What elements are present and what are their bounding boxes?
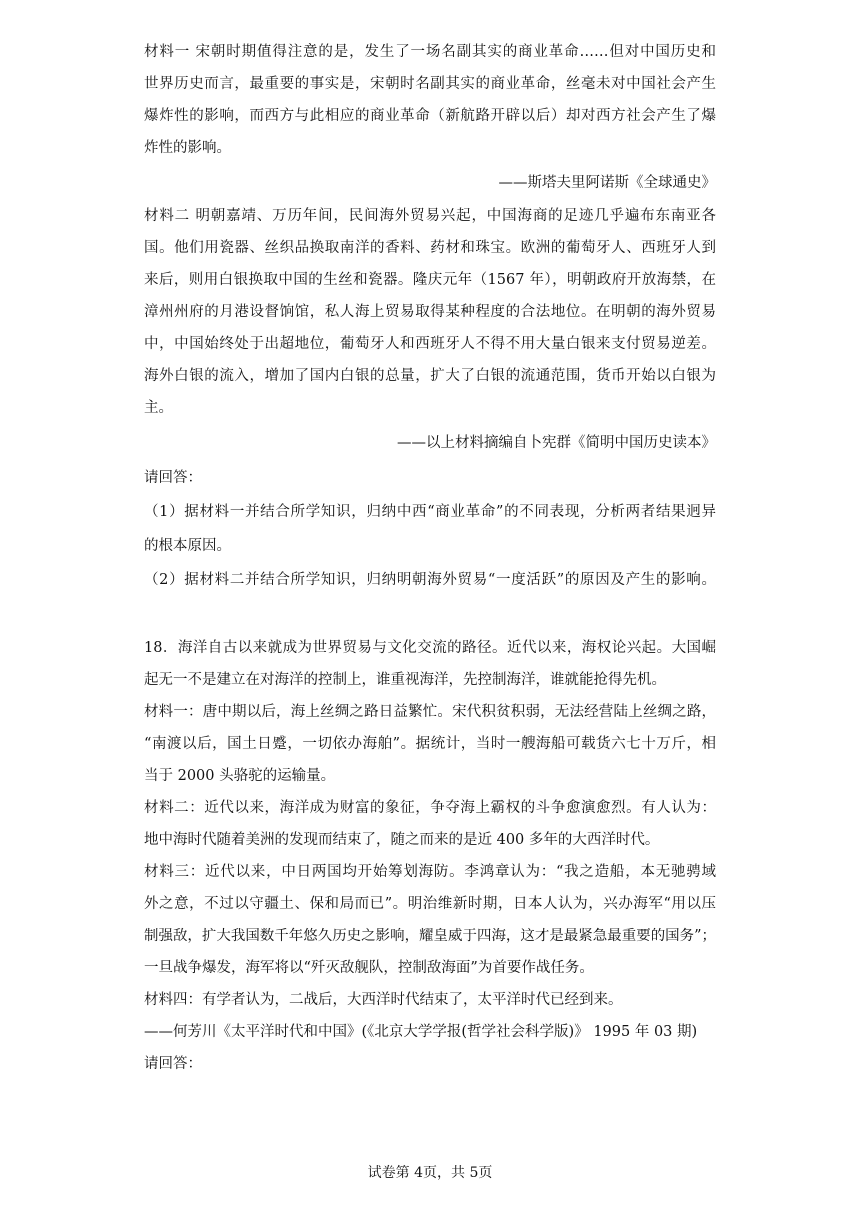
q18-material-2-line: 地中海时代随着美洲的发现而结束了，随之而来的是近 400 多年的大西洋时代。 (144, 832, 660, 848)
material-2-source: ——以上材料摘编自卜宪群《简明中国历史读本》 (397, 435, 716, 451)
q18-material-1-line: 当于 2000 头骆驼的运输量。 (144, 768, 336, 784)
material-2-line: 材料二 明朝嘉靖、万历年间，民间海外贸易兴起，中国海商的足迹几乎遍布东南亚各 (144, 208, 716, 224)
answer-prompt: 请回答： (144, 470, 202, 486)
q18-material-3-line: 制强敌，扩大我国数千年悠久历史之影响，耀皇威于四海，这才是最紧急最重要的国务”； (144, 928, 716, 944)
q18-material-3-line: 一旦战争爆发，海军将以“歼灭敌舰队，控制敌海面”为首要作战任务。 (144, 960, 594, 976)
material-1-line: 材料一 宋朝时期值得注意的是，发生了一场名副其实的商业革命……但对中国历史和 (144, 44, 716, 60)
material-1-line: 爆炸性的影响，而西方与此相应的商业革命（新航路开辟以后）却对西方社会产生了爆 (144, 108, 716, 124)
q18-material-3-line: 材料三：近代以来，中日两国均开始筹划海防。李鸿章认为：“我之造船，本无驰骋域 (144, 864, 716, 880)
q18-answer-prompt: 请回答： (144, 1056, 202, 1072)
material-1-line: 世界历史而言，最重要的事实是，宋朝时名副其实的商业革命，丝毫未对中国社会产生 (144, 76, 716, 92)
q18-intro-line: 起无一不是建立在对海洋的控制上，谁重视海洋，先控制海洋，谁就能抢得先机。 (144, 672, 666, 688)
q18-material-3-line: 外之意，不过以守疆土、保和局而已”。明治维新时期，日本人认为，兴办海军“用以压 (144, 896, 716, 912)
material-2-line: 漳州州府的月港设督饷馆，私人海上贸易取得某种程度的合法地位。在明朝的海外贸易 (144, 304, 716, 320)
material-2-line: 国。他们用瓷器、丝织品换取南洋的香料、药材和珠宝。欧洲的葡萄牙人、西班牙人到 (144, 240, 716, 256)
material-2-line: 海外白银的流入，增加了国内白银的总量，扩大了白银的流通范围，货币开始以白银为 (144, 368, 716, 384)
question-2: （2）据材料二并结合所学知识，归纳明朝海外贸易“一度活跃”的原因及产生的影响。 (144, 572, 716, 588)
q18-material-1-line: “南渡以后，国土日蹙，一切依办海舶”。据统计，当时一艘海船可载货六七十万斤，相 (144, 736, 716, 752)
material-2-line: 中，中国始终处于出超地位，葡萄牙人和西班牙人不得不用大量白银来支付贸易逆差。 (144, 336, 716, 352)
material-2-line: 主。 (144, 400, 173, 416)
q18-material-1-line: 材料一：唐中期以后，海上丝绸之路日益繁忙。宋代积贫积弱，无法经营陆上丝绸之路， (144, 704, 716, 720)
q18-material-2-line: 材料二：近代以来，海洋成为财富的象征，争夺海上霸权的斗争愈演愈烈。有人认为： (144, 800, 716, 816)
q18-material-4: 材料四：有学者认为，二战后，大西洋时代结束了，太平洋时代已经到来。 (144, 992, 623, 1008)
question-1-line: 的根本原因。 (144, 538, 231, 554)
q18-intro-line: 18．海洋自古以来就成为世界贸易与文化交流的路径。近代以来，海权论兴起。大国崛 (144, 640, 716, 656)
q18-source: ——何芳川《太平洋时代和中国》(《北京大学学报(哲学社会科学版)》 1995 年 03 期) (144, 1024, 698, 1040)
material-2-line: 来后，则用白银换取中国的生丝和瓷器。隆庆元年（1567 年），明朝政府开放海禁，在 (144, 272, 716, 288)
material-1-line: 炸性的影响。 (144, 140, 231, 156)
question-1-line: （1）据材料一并结合所学知识，归纳中西“商业革命”的不同表现，分析两者结果迥异 (144, 504, 716, 520)
material-1-source: ——斯塔夫里阿诺斯《全球通史》 (498, 175, 716, 191)
page-footer: 试卷第 4页，共 5页 (367, 1165, 493, 1181)
